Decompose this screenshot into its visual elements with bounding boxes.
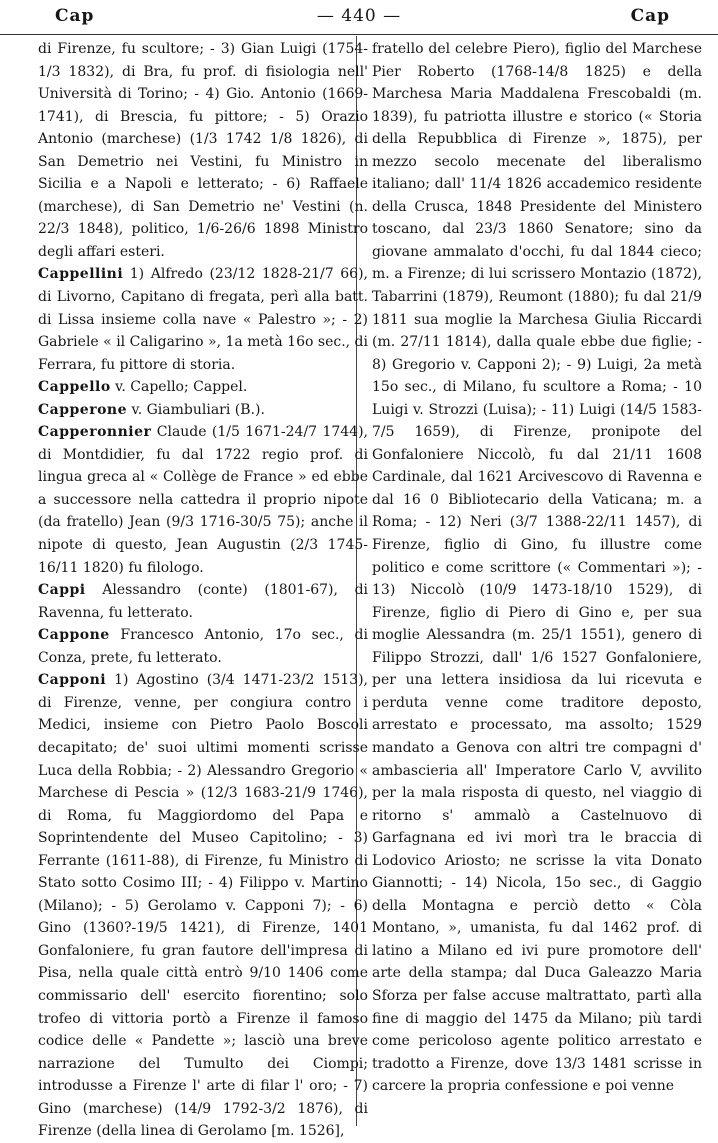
entry <box>38 669 368 1142</box>
entry-text: di Firenze, fu scultore; - 3) Gian Luigi (1754-1/3 1832), di Bra, fu prof. di fisiologia nell' Università di Torino; - 4) Gio. Antonio (1669-1741), di Brescia, fu pittore; - 5) Orazio Antonio (marchese) (1/3 1742 1/8 1826), di San Demetrio nei Vestini, fu Ministro in Sicilia e a Napoli e letterato; - 6) Raffaele (marchese), di San Demetrio ne' Vestini (n. 22/3 1848), politico, 1/6-26/6 1898 Ministro degli affari esteri. <box>38 41 368 260</box>
entry-headword: Capperone <box>38 401 127 418</box>
entry <box>38 421 368 579</box>
entry-headword: Cappello <box>38 379 111 396</box>
entry-text: v. Giambuliari (B.). <box>131 401 265 418</box>
entry <box>38 399 368 422</box>
right-column <box>372 38 702 1098</box>
entry-headword: Capperonnier <box>38 424 152 441</box>
entry-text: Claude (1/5 1671-24/7 1744), di Montdidier, fu dal 1722 regio prof. di lingua greca al « Collège de France » ed ebbe a successore nella cattedra il proprio nipote (da fratello) Jean (9/3 1716-30/5 75); anche il nipote di questo, Jean Augustin (2/3 1745-16/11 1820) fu filologo. <box>38 424 368 576</box>
entry <box>38 376 368 399</box>
entry-text: 1) Alfredo (23/12 1828-21/7 66), di Livorno, Capitano di fregata, perì alla batt. di Lissa insieme colla nave « Palestro »; - 2) Gabriele « il Caligarino », 1a metà 16o sec., di Ferrara, fu pittore di storia. <box>38 266 369 373</box>
page-header <box>0 0 718 35</box>
entry-headword: Cappone <box>38 627 110 644</box>
entry-headword: Cappellini <box>38 266 124 283</box>
entry <box>38 263 368 376</box>
entry <box>38 624 368 669</box>
header-right-keyword: Cap <box>630 6 670 26</box>
entry-text: Francesco Antonio, 17o sec., di Conza, prete, fu letterato. <box>38 627 368 666</box>
left-column <box>38 38 368 1143</box>
header-left-keyword: Cap <box>55 6 95 26</box>
entry-text: v. Capello; Cappel. <box>115 379 248 396</box>
entry-headword: Cappi <box>38 582 86 599</box>
entry-text: 1) Agostino (3/4 1471-23/2 1513), di Firenze, venne, per congiura contro i Medici, insieme con Pietro Paolo Boscoli decapitato; de' suoi ultimi momenti scrisse Luca della Robbia; - 2) Alessandro Gregorio « Marchese di Pescia » (12/3 1683-21/9 1746), di Roma, fu Maggiordomo del Papa e Soprintendente del Museo Capitolino; - 3) Ferrante (1611-88), di Firenze, fu Ministro di Stato sotto Cosimo III; - 4) Filippo v. Martino (Milano); - 5) Gerolamo v. Capponi 7); - 6) Gino (1360?-19/5 1421), di Firenze, 1401 Gonfaloniere, fu gran fautore dell'impresa di Pisa, nella quale città entrò 9/10 1406 come commissario dell' esercito fiorentino; solo trofeo di vittoria portò a Firenze il famoso codice delle « Pandette »; lasciò una breve narrazione del Tumulto dei Ciompi; introdusse a Firenze l' arte di filar l' oro; - 7) Gino (marchese) (14/9 1792-3/2 1876), di Firenze (della linea di Gerolamo [m. 1526], <box>38 672 368 1140</box>
page-number: — 440 — <box>316 6 402 26</box>
entry-continued <box>38 38 368 263</box>
entry-text: Alessandro (conte) (1801-67), di Ravenna, fu letterato. <box>38 582 369 621</box>
entry-continued <box>372 38 702 1098</box>
entry-headword: Capponi <box>38 672 107 689</box>
entry <box>38 579 368 624</box>
entry-text: fratello del celebre Piero), figlio del Marchese Pier Roberto (1768-14/8 1825) e della Marchesa Maria Maddalena Frescobaldi (m. 1839), fu patriotta illustre e storico (« Storia della Repubblica di Firenze », 1875), per mezzo secolo mecenate del liberalismo italiano; dall' 11/4 1826 accademico residente della Crusca, 1848 Presidente del Ministero toscano, dal 23/3 1860 Senatore; sino da giovane ammalato d'occhi, fu dal 1844 cieco; m. a Firenze; di lui scrissero Montazio (1872), Tabarrini (1879), Reumont (1880); fu dal 21/9 1811 sua moglie la Marchesa Giulia Riccardi (m. 27/11 1814), dalla quale ebbe due figlie; - 8) Gregorio v. Capponi 2); - 9) Luigi, 2a metà 15o sec., di Milano, fu scultore a Roma; - 10 Luigi v. Strozzi (Luisa); - 11) Luigi (14/5 1583-7/5 1659), di Firenze, pronipote del Gonfaloniere Niccolò, fu dal 21/11 1608 Cardinale, dal 1621 Arcivescovo di Ravenna e dal 16 0 Bibliotecario della Vaticana; m. a Roma; - 12) Neri (3/7 1388-22/11 1457), di Firenze, figlio di Gino, fu illustre come politico e come scrittore (« Commentari »); - 13) Niccolò (10/9 1473-18/10 1529), di Firenze, figlio di Piero di Gino e, per sua moglie Alessandra (m. 25/1 1551), genero di Filippo Strozzi, dall' 1/6 1527 Gonfaloniere, per una lettera insidiosa da lui ricevuta e perduta venne come traditore deposto, arrestato e processato, ma assolto; 1529 mandato a Genova con altri tre compagni d' ambascieria all' Imperatore Carlo V, avvilito per la mala risposta di questo, nel viaggio di ritorno s' ammalò a Castelnuovo di Garfagnana ed ivi morì tra le braccia di Lodovico Ariosto; ne scrisse la vita Donato Giannotti; - 14) Nicola, 15o sec., di Gaggio della Montagna e perciò detto « Còla Montano, », umanista, fu dal 1462 prof. di latino a Milano ed ivi pure promotore dell' arte della stampa; dal Duca Galeazzo Maria Sforza per false accuse maltrattato, partì alla fine di maggio del 1475 da Milano; più tardi come pericoloso agente politico arrestato e tradotto a Firenze, dove 13/3 1481 scrisse in carcere la propria confessione e poi venne <box>372 41 702 1095</box>
